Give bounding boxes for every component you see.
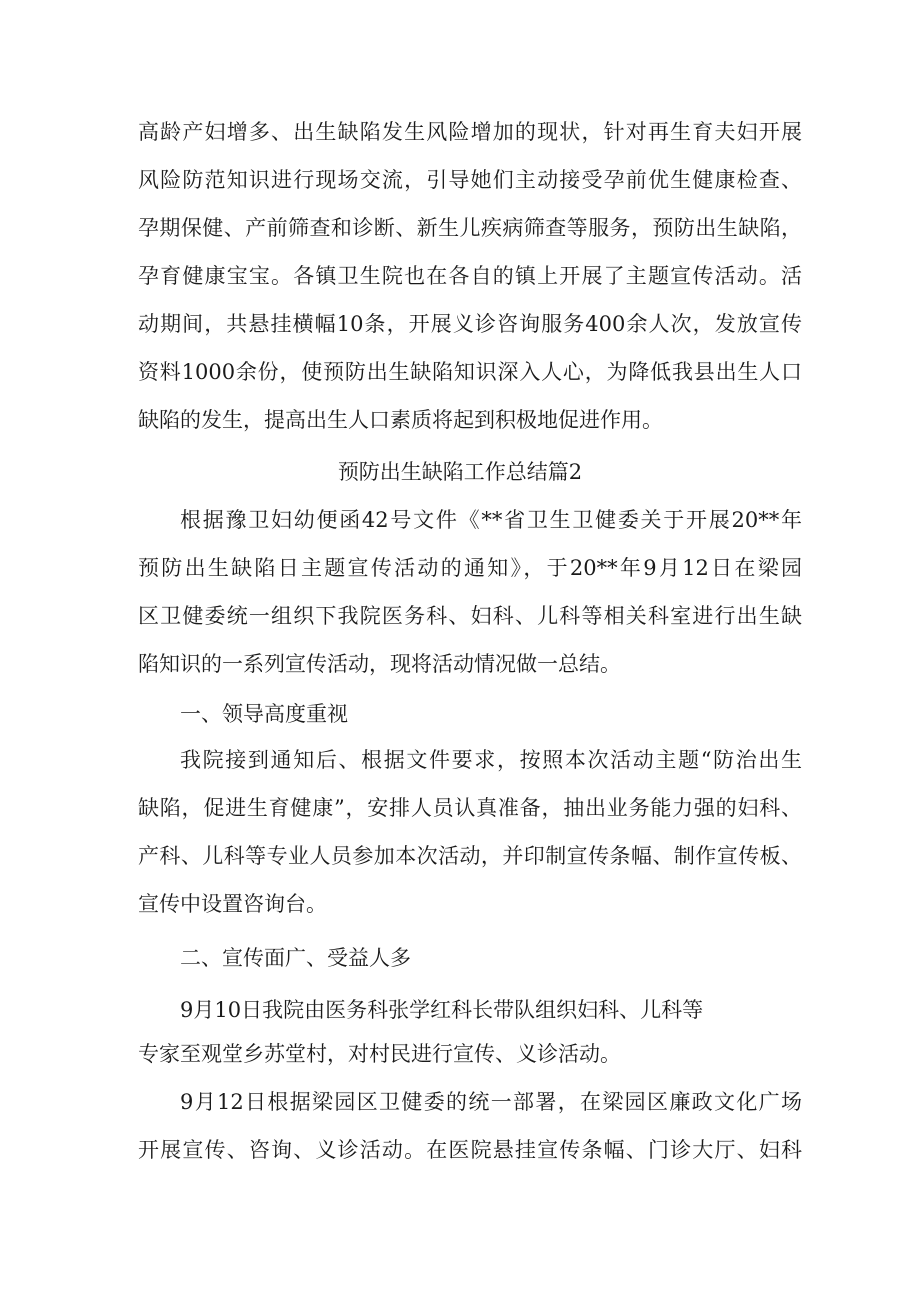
paragraph-1-line-7: 缺陷的发生，提高出生人口素质将起到积极地促进作用。 — [138, 408, 663, 432]
paragraph-3-line-3: 产科、儿科等专业人员参加本次活动，并印制宣传条幅、制作宣传板、 — [138, 844, 802, 868]
paragraph-5-line-2: 开展宣传、咨询、义诊活动。在医院悬挂宣传条幅、门诊大厅、妇科 — [138, 1138, 802, 1162]
paragraph-1-line-3: 孕期保健、产前筛查和诊断、新生儿疾病筛查等服务，预防出生缺陷， — [138, 216, 802, 240]
paragraph-1-line-2: 风险防范知识进行现场交流，引导她们主动接受孕前优生健康检查、 — [138, 168, 802, 192]
paragraph-5-line-1: 9月12日根据梁园区卫健委的统一部署，在梁园区廉政文化广场 — [180, 1090, 802, 1114]
paragraph-1-line-4: 孕育健康宝宝。各镇卫生院也在各自的镇上开展了主题宣传活动。活 — [138, 264, 802, 288]
paragraph-3-line-1: 我院接到通知后、根据文件要求，按照本次活动主题“防治出生 — [180, 748, 802, 772]
paragraph-1-line-1: 高龄产妇增多、出生缺陷发生风险增加的现状，针对再生育夫妇开展 — [138, 120, 802, 144]
paragraph-1-line-6: 资料1000余份，使预防出生缺陷知识深入人心，为降低我县出生人口 — [138, 360, 802, 384]
heading-leadership: 一、领导高度重视 — [180, 702, 348, 726]
section-title: 预防出生缺陷工作总结篇2 — [337, 460, 583, 484]
paragraph-4-line-2: 专家至观堂乡苏堂村，对村民进行宣传、义诊活动。 — [138, 1042, 621, 1066]
paragraph-2-line-2: 预防出生缺陷日主题宣传活动的通知》，于20**年9月12日在梁园 — [138, 556, 802, 580]
paragraph-3-line-4: 宣传中设置咨询台。 — [138, 892, 327, 916]
paragraph-3-line-2: 缺陷，促进生育健康”，安排人员认真准备，抽出业务能力强的妇科、 — [138, 796, 802, 820]
paragraph-2-line-4: 陷知识的一系列宣传活动，现将活动情况做一总结。 — [138, 652, 621, 676]
paragraph-2-line-3: 区卫健委统一组织下我院医务科、妇科、儿科等相关科室进行出生缺 — [138, 604, 802, 628]
paragraph-2-line-1: 根据豫卫妇幼便函42号文件《**省卫生卫健委关于开展20**年 — [180, 508, 802, 532]
heading-publicity: 二、宣传面广、受益人多 — [180, 946, 411, 970]
paragraph-4-line-1: 9月10日我院由医务科张学红科长带队组织妇科、儿科等 — [180, 998, 704, 1022]
paragraph-1-line-5: 动期间，共悬挂横幅10条，开展义诊咨询服务400余人次，发放宣传 — [138, 312, 802, 336]
